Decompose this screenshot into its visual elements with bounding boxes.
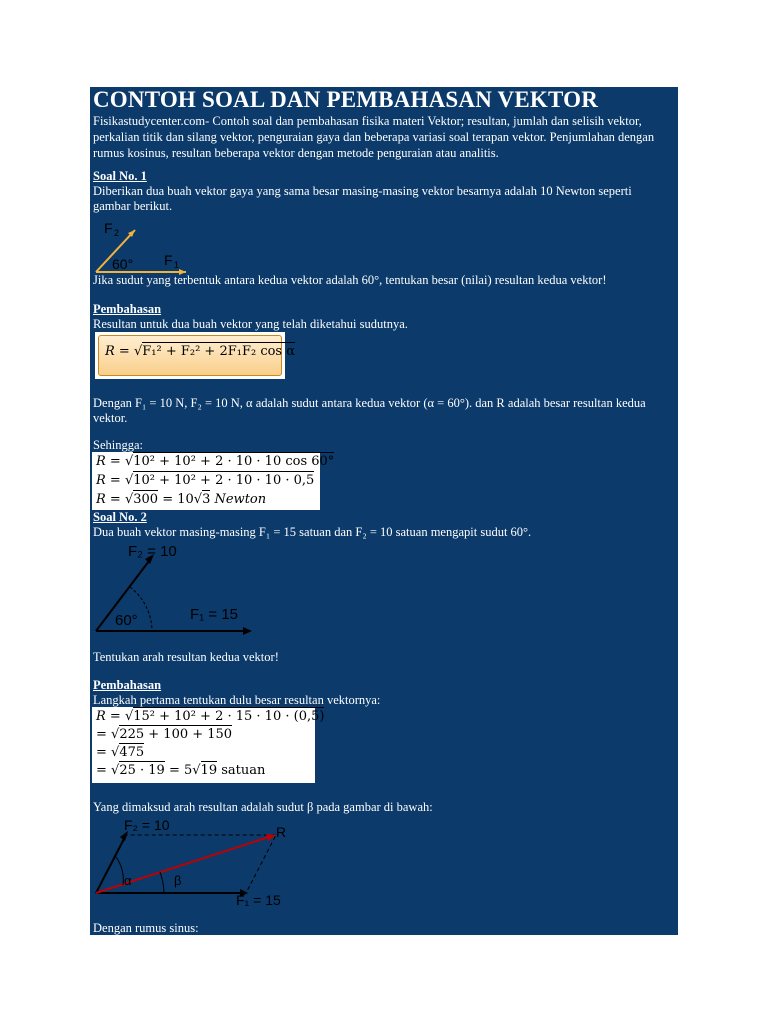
soal-1-question: Jika sudut yang terbentuk antara kedua vektor adalah 60°, tentukan besar (nilai) resultan kedua vektor!	[93, 273, 607, 287]
soal-1-pembahasan-text: Resultan untuk dua buah vektor yang telah diketahui sudutnya.	[93, 317, 408, 331]
resultant-diagram	[90, 815, 300, 907]
soal-1-pembahasan-heading: Pembahasan	[93, 302, 162, 316]
calc2-line-1: R = √15² + 10² + 2 · 15 · 10 · (0,5)	[96, 709, 325, 724]
rumus-sinus-text: Dengan rumus sinus:	[93, 921, 199, 935]
f2-label-2: F₂ = 10	[128, 543, 177, 560]
intro-line-3: rumus kosinus, resultan beberapa vektor dengan metode penguraian atau analitis.	[93, 146, 499, 160]
soal-1-text-1: Diberikan dua buah vektor gaya yang sama besar masing-masing vektor besarnya adalah 10 Newton seperti	[93, 184, 632, 198]
f1-label-3: F₁ = 15	[236, 892, 281, 907]
alpha-label: α	[124, 873, 132, 888]
document-page	[90, 87, 678, 935]
beta-label: β	[174, 873, 182, 888]
angle-label: 60°	[112, 256, 134, 272]
soal-2-question: Tentukan arah resultan kedua vektor!	[93, 650, 279, 664]
calc-line-2: R = √10² + 10² + 2 · 10 · 10 · 0,5	[96, 473, 315, 488]
arah-text: Yang dimaksud arah resultan adalah sudut β pada gambar di bawah:	[93, 800, 433, 814]
formula-box	[95, 332, 296, 379]
page-title: CONTOH SOAL DAN PEMBAHASAN VEKTOR	[93, 87, 599, 112]
resultant-formula: R = √F₁² + F₂² + 2F₁F₂ cos α	[105, 344, 296, 359]
soal-2-pembahasan-heading: Pembahasan	[93, 678, 162, 692]
calculation-box-1	[92, 452, 335, 510]
angle-label-2: 60°	[115, 612, 138, 629]
f1-sub: 1	[174, 260, 180, 270]
soal-1-heading: Soal No. 1	[93, 169, 147, 183]
dengan-line-2: vektor.	[93, 411, 128, 425]
intro-line-1: Fisikastudycenter.com- Contoh soal dan pembahasan fisika materi Vektor; resultan, jumlah dan selisih vektor,	[93, 114, 642, 128]
f2-label-3: F₂ = 10	[124, 817, 170, 833]
sehingga-label: Sehingga:	[93, 438, 143, 452]
calc2-line-3: = √475	[96, 745, 145, 760]
f2-label: F	[104, 220, 113, 236]
vector-diagram-1	[90, 217, 200, 275]
intro-line-2: perkalian titik dan silang vektor, penguraian gaya dan beberapa variasi soal terapan vektor. Penjumlahan dengan	[93, 130, 655, 144]
soal-2-heading: Soal No. 2	[93, 510, 147, 524]
f2-sub: 2	[114, 228, 120, 238]
calc-line-1: R = √10² + 10² + 2 · 10 · 10 cos 60°	[96, 454, 335, 469]
soal-1-text-2: gambar berikut.	[93, 199, 173, 213]
calc-line-3: R = √300 = 10√3 Newton	[96, 492, 267, 507]
f1-label-2: F₁ = 15	[190, 606, 239, 623]
calc2-line-2: = √225 + 100 + 150	[96, 727, 233, 742]
soal-2-pembahasan-text: Langkah pertama tentukan dulu besar resultan vektornya:	[93, 693, 381, 707]
f1-label: F	[164, 252, 173, 268]
calc2-line-4: = √25 · 19 = 5√19 satuan	[96, 763, 266, 778]
dengan-line-1: Dengan F₁ = 10 N, F₂ = 10 N, α adalah sudut antara kedua vektor (α = 60°). dan R adalah besar resultan kedua	[93, 396, 646, 410]
r-label: R	[276, 824, 287, 840]
calculation-box-2	[92, 707, 325, 783]
soal-2-text: Dua buah vektor masing-masing F₁ = 15 satuan dan F₂ = 10 satuan mengapit sudut 60°.	[93, 525, 532, 539]
vector-diagram-2	[90, 539, 260, 637]
